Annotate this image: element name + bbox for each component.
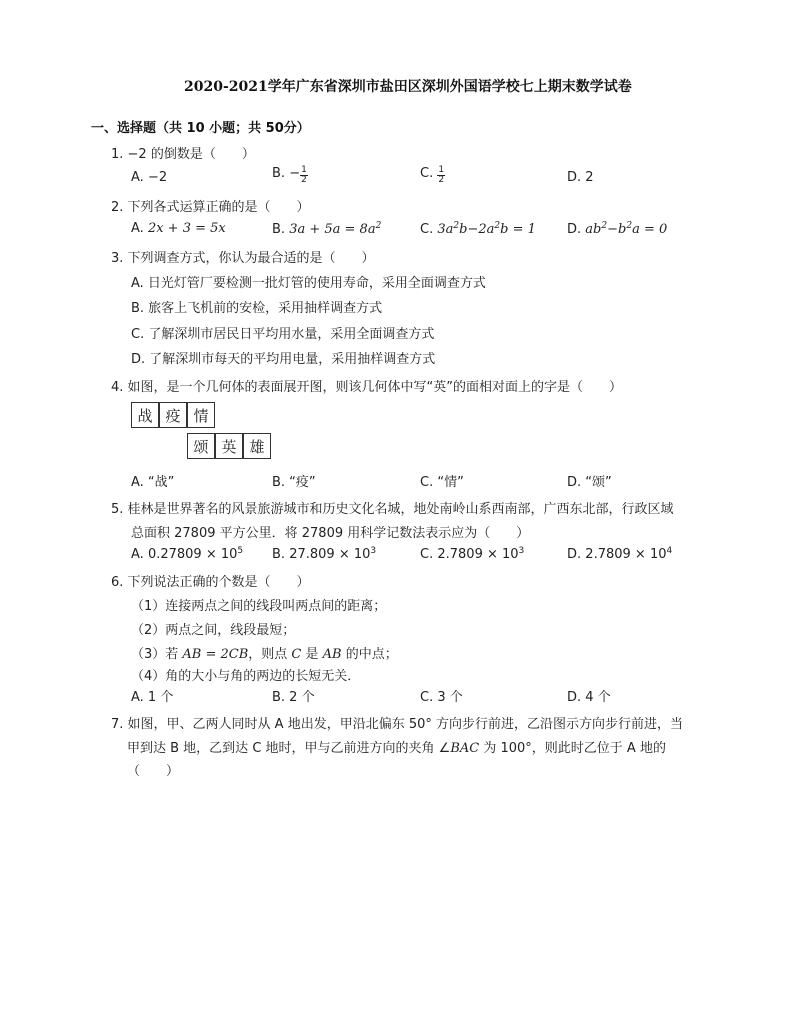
option-label: A. <box>131 221 144 236</box>
option-expression <box>289 222 381 237</box>
option-label: B. <box>272 222 286 237</box>
exponent: 2 <box>494 221 501 231</box>
cube-net-figure <box>131 402 277 460</box>
term: ab <box>585 222 602 237</box>
option-value: 2.7809 × 10 <box>585 547 667 562</box>
question-6-stem: 6. 下列说法正确的个数是（ ） <box>111 575 310 590</box>
net-face-xiong: 雄 <box>243 433 271 459</box>
question-6-statement-3 <box>131 643 398 662</box>
expression-text: 3a + 5a = 8a <box>289 222 376 237</box>
fraction <box>437 166 445 185</box>
net-face-zhan: 战 <box>131 402 159 428</box>
question-7-stem-line1: 7. 如图，甲、乙两人同时从 A 地出发，甲沿北偏东 50° 方向步行前进，乙沿图示方向步行前进，当 <box>111 717 684 732</box>
question-4-option-d[interactable]: D. “颂” <box>567 475 612 490</box>
fraction <box>300 166 308 185</box>
option-label: D. <box>567 547 582 562</box>
section-header: 一、选择题（共 10 小题；共 50分） <box>91 121 310 136</box>
option-label: A. <box>131 170 144 185</box>
question-6-statement-4: （4）角的大小与角的两边的长短无关． <box>131 669 361 684</box>
term: 3a <box>437 222 454 237</box>
exponent: 2 <box>453 221 460 231</box>
option-expression: 2x + 3 = 5x <box>147 221 226 236</box>
exponent: 3 <box>518 546 525 556</box>
exponent: 5 <box>237 546 244 556</box>
question-1-option-d[interactable] <box>567 170 594 185</box>
fraction-denominator: 2 <box>301 175 307 185</box>
page-title: 2020-2021学年广东省深圳市盐田区深圳外国语学校七上期末数学试卷 <box>184 79 632 95</box>
question-3-stem: 3. 下列调查方式，你认为最合适的是（ ） <box>111 251 375 266</box>
option-expression <box>437 222 536 237</box>
question-5-option-a[interactable] <box>131 546 243 562</box>
option-label: D. <box>567 170 582 185</box>
term: b = 1 <box>500 222 536 237</box>
statement-text: 是 <box>301 647 323 662</box>
question-6-option-c[interactable]: C. 3 个 <box>420 690 463 705</box>
fraction-numerator: 1 <box>301 165 307 175</box>
term: −b <box>607 222 627 237</box>
question-5-option-b[interactable] <box>272 546 376 562</box>
fraction-denominator: 2 <box>438 175 445 185</box>
question-3-option-b[interactable]: B. 旅客上飞机前的安检，采用抽样调查方式 <box>131 301 383 316</box>
term: a = 0 <box>632 222 668 237</box>
question-3-option-c[interactable]: C. 了解深圳市居民日平均用水量，采用全面调查方式 <box>131 327 435 342</box>
exponent: 4 <box>666 546 673 556</box>
term: b−2a <box>459 222 495 237</box>
option-label: C. <box>420 547 434 562</box>
question-7-stem-line2 <box>127 737 666 756</box>
exponent: 2 <box>375 221 382 231</box>
math-expression: AB <box>322 647 342 662</box>
question-5-option-d[interactable] <box>567 546 672 562</box>
math-expression: AB = 2CB <box>182 647 249 662</box>
option-label: C. <box>420 166 434 181</box>
question-6-option-a[interactable]: A. 1 个 <box>131 690 174 705</box>
option-label: B. <box>272 166 286 181</box>
question-6-statement-2: （2）两点之间，线段最短； <box>131 623 296 638</box>
option-value: 0.27809 × 10 <box>147 547 238 562</box>
net-face-ying: 英 <box>215 433 243 459</box>
question-2-stem: 2. 下列各式运算正确的是（ ） <box>111 200 310 215</box>
option-value: 27.809 × 10 <box>289 547 371 562</box>
exponent: 3 <box>370 546 377 556</box>
statement-text: （3）若 <box>131 647 183 662</box>
question-2-option-b[interactable] <box>272 221 381 237</box>
question-4-option-a[interactable]: A. “战” <box>131 475 175 490</box>
question-1-stem: 1. −2 的倒数是（ ） <box>111 147 255 162</box>
math-expression: BAC <box>450 741 480 756</box>
option-sign: − <box>289 166 301 181</box>
question-6-statement-1: （1）连接两点之间的线段叫两点间的距离； <box>131 599 387 614</box>
option-value: 2 <box>585 170 594 185</box>
question-5-stem-line1: 5. 桂林是世界著名的风景旅游城市和历史文化名城，地处南岭山系西南部，广西东北部，行政区域 <box>111 502 674 517</box>
question-6-option-b[interactable]: B. 2 个 <box>272 690 315 705</box>
question-4-option-c[interactable]: C. “情” <box>420 475 464 490</box>
option-label: B. <box>272 547 286 562</box>
question-7-stem-line3: （ ） <box>127 764 180 779</box>
option-label: A. <box>131 547 144 562</box>
option-value: 2.7809 × 10 <box>437 547 519 562</box>
option-expression <box>585 222 667 237</box>
question-2-option-c[interactable] <box>420 221 536 237</box>
option-label: C. <box>420 222 434 237</box>
option-label: D. <box>567 222 582 237</box>
math-expression: C <box>291 647 302 662</box>
net-face-qing: 情 <box>187 402 215 428</box>
question-4-stem: 4. 如图，是一个几何体的表面展开图，则该几何体中写“英”的面相对面上的字是（ ） <box>111 380 623 395</box>
question-1-option-c[interactable] <box>420 166 445 185</box>
question-4-option-b[interactable]: B. “疫” <box>272 475 316 490</box>
question-1-option-b[interactable] <box>272 166 308 185</box>
net-face-yi: 疫 <box>159 402 187 428</box>
question-2-option-d[interactable] <box>567 221 667 237</box>
statement-text: ，则点 <box>248 647 292 662</box>
exponent: 2 <box>601 221 608 231</box>
question-3-option-a[interactable]: A. 日光灯管厂要检测一批灯管的使用寿命，采用全面调查方式 <box>131 276 486 291</box>
question-3-option-d[interactable]: D. 了解深圳市每天的平均用电量，采用抽样调查方式 <box>131 352 436 367</box>
statement-text: 的中点； <box>341 647 398 662</box>
question-5-stem-line2: 总面积 27809 平方公里．将 27809 用科学记数法表示应为（ ） <box>131 526 530 541</box>
question-2-option-a[interactable] <box>131 221 226 236</box>
stem-text: 甲到达 B 地，乙到达 C 地时，甲与乙前进方向的夹角 ∠ <box>127 741 451 756</box>
fraction-numerator: 1 <box>438 165 445 175</box>
question-5-option-c[interactable] <box>420 546 524 562</box>
stem-text: 为 100°，则此时乙位于 A 地的 <box>479 741 666 756</box>
exponent: 2 <box>626 221 633 231</box>
question-1-option-a[interactable] <box>131 170 167 185</box>
option-value: −2 <box>147 170 168 185</box>
question-6-option-d[interactable]: D. 4 个 <box>567 690 611 705</box>
net-face-song: 颂 <box>187 433 215 459</box>
